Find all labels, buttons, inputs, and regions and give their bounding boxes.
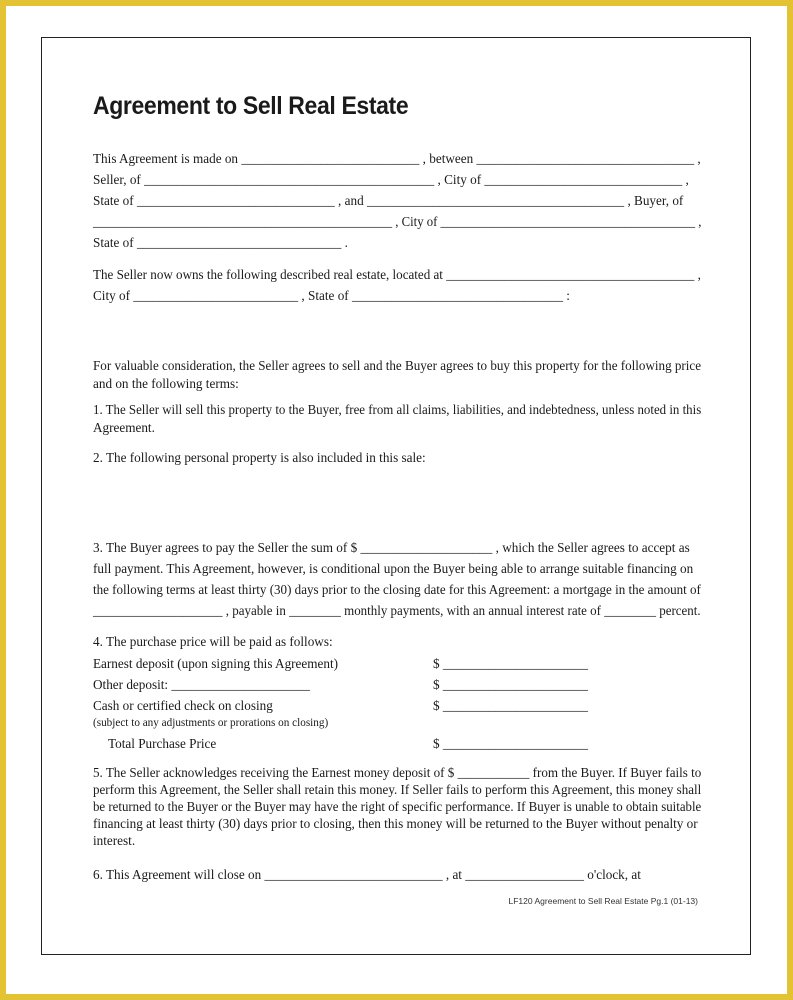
form-page	[41, 37, 751, 955]
clause-1-line-1: 1. The Seller will sell this property to the Buyer, free from all claims, liabilities, and indebtedness, unless noted in this	[93, 402, 702, 417]
total-label: Total Purchase Price	[108, 736, 217, 751]
payment-row-other	[93, 677, 588, 693]
clause-3-line-1: 3. The Buyer agrees to pay the Seller the sum of $ ____________________ , which the Seller agrees to accept as	[93, 540, 690, 555]
clause-5-line-4: financing at least thirty (30) days prior to closing, then this money will be returned to the Buyer without penalty or	[93, 816, 698, 831]
payment-label: Earnest deposit (upon signing this Agreement)	[93, 656, 339, 671]
payment-label: Other deposit: _____________________	[93, 677, 310, 692]
parties-line-5: State of _______________________________ .	[93, 235, 348, 250]
clause-3-line-4: ____________________ , payable in ________ monthly payments, with an annual interest rate of ________ percent.	[93, 603, 701, 618]
clause-5-line-3: be returned to the Buyer or the Buyer may have the right of specific performance. If Buyer is unable to obtain suitable	[93, 799, 702, 814]
property-line-1: The Seller now owns the following described real estate, located at ______________________________________ ,	[93, 267, 701, 282]
total-amount-blank: $ ______________________	[433, 736, 588, 751]
payment-row-earnest	[93, 656, 588, 672]
form-footer: LF120 Agreement to Sell Real Estate Pg.1 (01-13)	[508, 896, 698, 906]
consideration-line-1: For valuable consideration, the Seller agrees to sell and the Buyer agrees to buy this property for the following price	[93, 358, 702, 373]
parties-line-1: This Agreement is made on ___________________________ , between _________________________________ ,	[93, 151, 701, 166]
clause-5-line-5: interest.	[93, 833, 136, 848]
clause-3-line-2: full payment. This Agreement, however, is conditional upon the Buyer being able to arrange suitable financing on	[93, 561, 694, 576]
payment-amount-blank: $ ______________________	[433, 656, 588, 671]
parties-line-4: _______________________________________________ , City of ________________________________________ ,	[93, 214, 702, 229]
property-line-2: City of _________________________ , State of ________________________________ :	[93, 288, 570, 303]
parties-line-2: Seller, of ____________________________________________ , City of ______________________________ ,	[93, 172, 689, 187]
clause-5-line-1: 5. The Seller acknowledges receiving the Earnest money deposit of $ ___________ from the Buyer. If Buyer fails to	[93, 765, 702, 780]
clause-4-heading: 4. The purchase price will be paid as follows:	[93, 634, 333, 649]
payment-row-total	[93, 736, 588, 752]
payment-label: Cash or certified check on closing	[93, 698, 273, 713]
consideration-line-2: and on the following terms:	[93, 376, 239, 391]
clause-5-line-2: perform this Agreement, the Seller shall retain this money. If Seller fails to perform this Agreement, this money shall	[93, 782, 702, 797]
payment-amount-blank: $ ______________________	[433, 677, 588, 692]
parties-line-3: State of ______________________________ , and _______________________________________ , Buyer, of	[93, 193, 684, 208]
clause-2-line-1: 2. The following personal property is also included in this sale:	[93, 450, 426, 465]
payment-amount-blank: $ ______________________	[433, 698, 588, 713]
payment-note: (subject to any adjustments or prorations on closing)	[93, 717, 329, 729]
payment-row-cash	[93, 698, 588, 714]
clause-1-line-2: Agreement.	[93, 420, 155, 435]
form-title: Agreement to Sell Real Estate	[93, 92, 409, 120]
clause-3-line-3: the following terms at least thirty (30) days prior to the closing date for this Agreement: a mortgage in the amount of	[93, 582, 701, 597]
clause-6-line-1: 6. This Agreement will close on ___________________________ , at __________________ o'clock, at	[93, 867, 641, 882]
